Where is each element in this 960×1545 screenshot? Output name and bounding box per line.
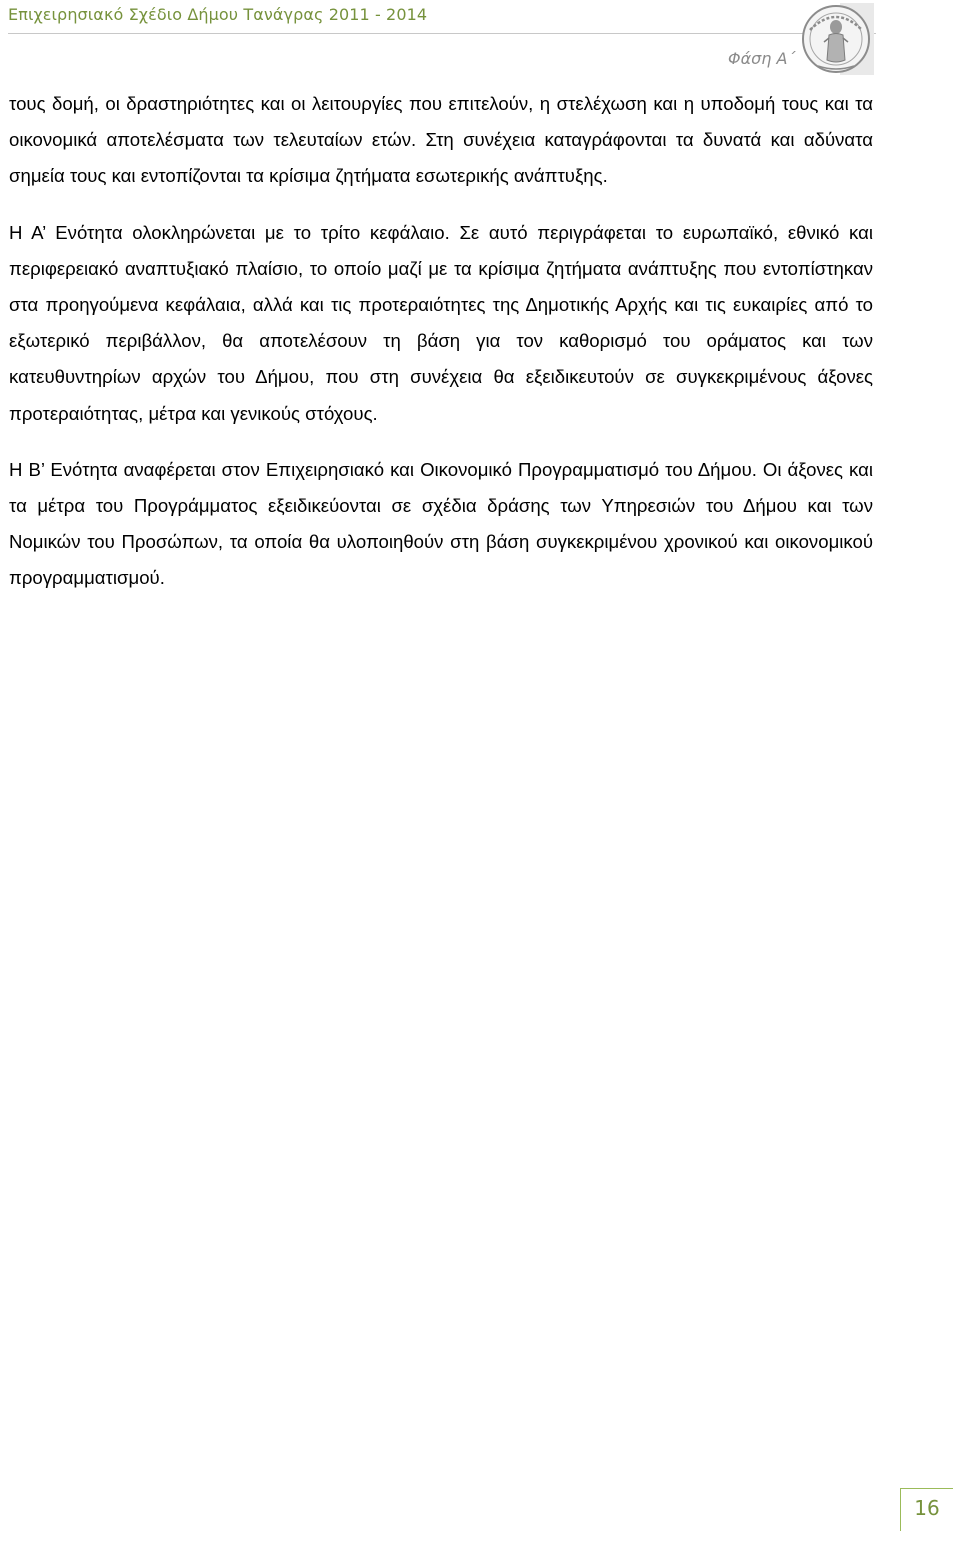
phase-label: Φάση Α΄ bbox=[728, 49, 796, 68]
page-number: 16 bbox=[914, 1496, 940, 1520]
document-body bbox=[9, 86, 873, 617]
document-title: Επιχειρησιακό Σχέδιο Δήμου Τανάγρας 2011 - 2014 bbox=[8, 5, 428, 24]
paragraph-1: τους δομή, οι δραστηριότητες και οι λειτουργίες που επιτελούν, η στελέχωση και η υποδομή τους και τα οικονομικά αποτελέσματα των τελευταίων ετών. Στη συνέχεια καταγράφονται τα δυνατά και αδύνατα σημεία τους και εντοπίζονται τα κρίσιμα ζητήματα εσωτερικής ανάπτυξης. bbox=[9, 93, 873, 187]
page-number-box bbox=[900, 1488, 953, 1531]
paragraph-3: Η Β’ Ενότητα αναφέρεται στον Επιχειρησιακό και Οικονομικό Προγραμματισμό του Δήμου. Οι άξονες και τα μέτρα του Προγράμματος εξειδικεύονται σε σχέδια δράσης των Υπηρεσιών του Δήμου και των Νομικών του Προσώπων, τα οποία θα υλοποιηθούν στη βάση συγκεκριμένου χρονικού και οικονομικού προγραμματισμού. bbox=[9, 458, 873, 589]
header-divider bbox=[8, 33, 876, 34]
page-header bbox=[0, 0, 960, 80]
paragraph-2: Η Α’ Ενότητα ολοκληρώνεται με το τρίτο κεφάλαιο. Σε αυτό περιγράφεται το ευρωπαϊκό, εθνικό και περιφερειακό αναπτυξιακό πλαίσιο, το οποίο μαζί με τα κρίσιμα ζητήματα ανάπτυξης που εντοπίστηκαν στα προηγούμενα κεφάλαια, αλλά και τις προτεραιότητες της Δημοτικής Αρχής και τις ευκαιρίες από το εξωτερικό περιβάλλον, θα αποτελέσουν τη βάση για τον καθορισμό του οράματος και των κατευθυντηρίων αρχών του Δήμου, που στη συνέχεια θα εξειδικευτούν σε συγκεκριμένους άξονες προτεραιότητας, μέτρα και γενικούς στόχους. bbox=[9, 221, 873, 424]
municipality-seal-icon bbox=[796, 2, 876, 76]
